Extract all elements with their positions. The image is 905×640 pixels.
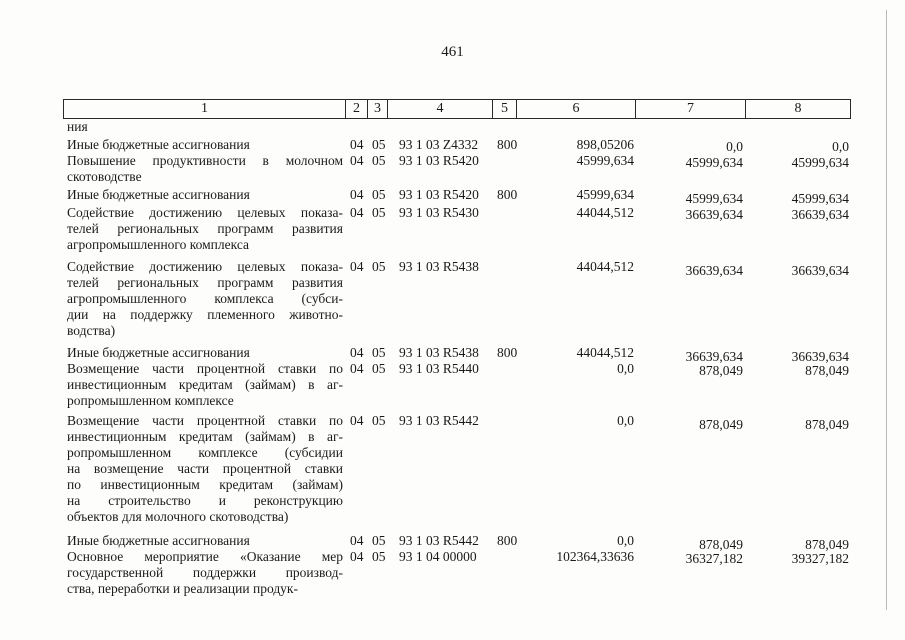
subsection-code: 05 bbox=[372, 549, 386, 564]
header-col-5: 5 bbox=[493, 100, 517, 118]
expense-type-code: 800 bbox=[497, 187, 518, 202]
section-code: 04 bbox=[350, 187, 364, 202]
row-description bbox=[67, 345, 343, 361]
description-line: Иные бюджетные ассигнования bbox=[67, 187, 250, 202]
description-line: ропромышленном комплексе bbox=[67, 393, 234, 408]
section-code: 04 bbox=[350, 345, 364, 360]
amount-col-8: 878,049 bbox=[805, 537, 849, 552]
header-col-1: 1 bbox=[64, 100, 346, 118]
subsection-code: 05 bbox=[372, 533, 386, 548]
subsection-code: 05 bbox=[372, 137, 386, 152]
amount-col-6: 0,0 bbox=[617, 361, 634, 376]
section-code: 04 bbox=[350, 361, 364, 376]
row-description bbox=[67, 119, 343, 135]
amount-col-6: 898,05206 bbox=[576, 137, 634, 152]
description-line: агропромышленного комплекса (субси- bbox=[67, 291, 343, 306]
page-number: 461 bbox=[441, 44, 464, 60]
description-line: ропромышленном комплексе (субсидии bbox=[67, 445, 343, 460]
table-header bbox=[63, 99, 851, 119]
amount-col-6: 0,0 bbox=[617, 533, 634, 548]
header-col-7: 7 bbox=[636, 100, 746, 118]
section-code: 04 bbox=[350, 549, 364, 564]
row-description bbox=[67, 361, 343, 409]
row-description bbox=[67, 205, 343, 253]
amount-col-7: 878,049 bbox=[699, 537, 743, 552]
amount-col-7: 878,049 bbox=[699, 363, 743, 378]
row-description bbox=[67, 187, 343, 203]
header-col-6: 6 bbox=[517, 100, 636, 118]
description-line: Возмещение части процентной ставки по bbox=[67, 361, 343, 376]
description-line: Иные бюджетные ассигнования bbox=[67, 533, 250, 548]
subsection-code: 05 bbox=[372, 205, 386, 220]
amount-col-7: 36639,634 bbox=[685, 349, 743, 364]
subsection-code: 05 bbox=[372, 413, 386, 428]
description-line: Иные бюджетные ассигнования bbox=[67, 137, 250, 152]
amount-col-6: 44044,512 bbox=[576, 259, 634, 274]
description-line: Основное мероприятие «Оказание мер bbox=[67, 549, 343, 564]
description-line: агропромышленного комплекса bbox=[67, 237, 249, 252]
description-line: ния bbox=[67, 119, 88, 134]
amount-col-6: 45999,634 bbox=[576, 187, 634, 202]
amount-col-7: 36327,182 bbox=[685, 551, 743, 566]
target-article-code: 93 1 03 R5420 bbox=[399, 153, 479, 168]
header-col-3: 3 bbox=[368, 100, 388, 118]
description-line: инвестиционным кредитам (займам) в аг- bbox=[67, 429, 343, 444]
description-line: дии на поддержку племенного животно- bbox=[67, 307, 343, 322]
amount-col-8: 0,0 bbox=[832, 139, 849, 154]
description-line: Иные бюджетные ассигнования bbox=[67, 345, 250, 360]
amount-col-8: 36639,634 bbox=[791, 263, 849, 278]
amount-col-8: 39327,182 bbox=[791, 551, 849, 566]
section-code: 04 bbox=[350, 413, 364, 428]
description-line: Возмещение части процентной ставки по bbox=[67, 413, 343, 428]
description-line: телей региональных программ развития bbox=[67, 221, 343, 236]
description-line: на возмещение части процентной ставки bbox=[67, 461, 343, 476]
description-line: Содействие достижению целевых показа- bbox=[67, 259, 343, 274]
row-description bbox=[67, 259, 343, 339]
header-col-4: 4 bbox=[388, 100, 493, 118]
target-article-code: 93 1 03 Z4332 bbox=[399, 137, 479, 152]
page-edge-line bbox=[886, 10, 887, 610]
description-line: Повышение продуктивности в молочном bbox=[67, 153, 343, 168]
target-article-code: 93 1 03 R5438 bbox=[399, 259, 479, 274]
subsection-code: 05 bbox=[372, 361, 386, 376]
row-description bbox=[67, 137, 343, 153]
section-code: 04 bbox=[350, 259, 364, 274]
target-article-code: 93 1 04 00000 bbox=[399, 549, 477, 564]
row-description bbox=[67, 549, 343, 597]
section-code: 04 bbox=[350, 205, 364, 220]
amount-col-8: 36639,634 bbox=[791, 349, 849, 364]
subsection-code: 05 bbox=[372, 153, 386, 168]
amount-col-8: 45999,634 bbox=[791, 155, 849, 170]
row-description bbox=[67, 533, 343, 549]
amount-col-8: 878,049 bbox=[805, 363, 849, 378]
target-article-code: 93 1 03 R5440 bbox=[399, 361, 479, 376]
row-description bbox=[67, 413, 343, 525]
amount-col-8: 45999,634 bbox=[791, 191, 849, 206]
amount-col-6: 0,0 bbox=[617, 413, 634, 428]
description-line: Содействие достижению целевых показа- bbox=[67, 205, 343, 220]
target-article-code: 93 1 03 R5438 bbox=[399, 345, 479, 360]
header-col-8: 8 bbox=[794, 101, 802, 116]
section-code: 04 bbox=[350, 533, 364, 548]
amount-col-7: 45999,634 bbox=[685, 191, 743, 206]
target-article-code: 93 1 03 R5442 bbox=[399, 413, 479, 428]
amount-col-7: 36639,634 bbox=[685, 263, 743, 278]
amount-col-6: 45999,634 bbox=[576, 153, 634, 168]
section-code: 04 bbox=[350, 153, 364, 168]
amount-col-7: 36639,634 bbox=[685, 207, 743, 222]
expense-type-code: 800 bbox=[497, 137, 518, 152]
description-line: ства, переработки и реализации продук- bbox=[67, 581, 298, 596]
description-line: на строительство и реконструкцию bbox=[67, 493, 343, 508]
amount-col-8: 36639,634 bbox=[791, 207, 849, 222]
amount-col-6: 44044,512 bbox=[576, 205, 634, 220]
target-article-code: 93 1 03 R5442 bbox=[399, 533, 479, 548]
description-line: государственной поддержки производ- bbox=[67, 565, 343, 580]
description-line: водства) bbox=[67, 323, 116, 338]
description-line: инвестиционным кредитам (займам) в аг- bbox=[67, 377, 343, 392]
amount-col-6: 102364,33636 bbox=[556, 549, 634, 564]
amount-col-7: 878,049 bbox=[699, 417, 743, 432]
header-col-2: 2 bbox=[346, 100, 368, 118]
subsection-code: 05 bbox=[372, 187, 386, 202]
subsection-code: 05 bbox=[372, 345, 386, 360]
target-article-code: 93 1 03 R5430 bbox=[399, 205, 479, 220]
section-code: 04 bbox=[350, 137, 364, 152]
amount-col-8: 878,049 bbox=[805, 417, 849, 432]
row-description bbox=[67, 153, 343, 185]
description-line: объектов для молочного скотоводства) bbox=[67, 509, 289, 524]
target-article-code: 93 1 03 R5420 bbox=[399, 187, 479, 202]
amount-col-7: 0,0 bbox=[726, 139, 743, 154]
expense-type-code: 800 bbox=[497, 345, 518, 360]
amount-col-6: 44044,512 bbox=[576, 345, 634, 360]
description-line: скотоводстве bbox=[67, 169, 142, 184]
description-line: телей региональных программ развития bbox=[67, 275, 343, 290]
description-line: по инвестиционным кредитам (займам) bbox=[67, 477, 343, 492]
subsection-code: 05 bbox=[372, 259, 386, 274]
expense-type-code: 800 bbox=[497, 533, 518, 548]
amount-col-7: 45999,634 bbox=[685, 155, 743, 170]
